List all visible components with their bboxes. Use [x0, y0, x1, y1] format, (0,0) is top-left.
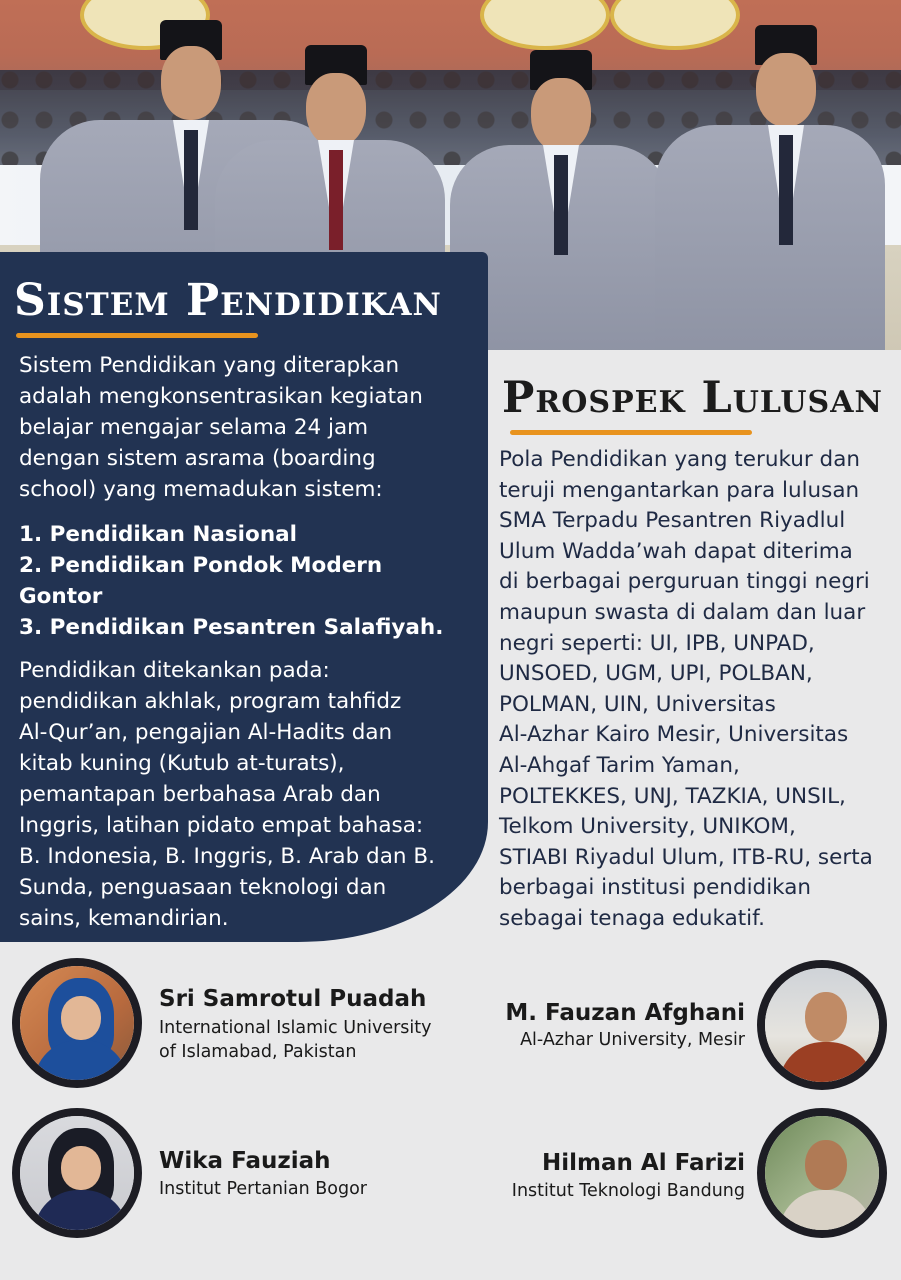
text-line: POLTEKKES, UNJ, TAZKIA, UNSIL, [499, 783, 846, 809]
list-item: 1. Pendidikan Nasional [19, 522, 297, 547]
text-line: pendidikan akhlak, program tahfidz [19, 689, 402, 714]
alumni-photo-avatar [12, 958, 142, 1088]
text-line: Sistem Pendidikan yang diterapkan [19, 353, 400, 378]
alumni-institution [440, 1179, 745, 1203]
sistem-title: Sistem Pendidikan [14, 275, 442, 326]
text-line: sebagai tenaga edukatif. [499, 905, 765, 931]
text-line: Inggris, latihan pidato empat bahasa: [19, 813, 424, 838]
text-line: Pendidikan ditekankan pada: [19, 658, 330, 683]
text-line: adalah mengkonsentrasikan kegiatan [19, 384, 423, 409]
text-line: di berbagai perguruan tinggi negri [499, 569, 870, 595]
list-item: 3. Pendidikan Pesantren Salafiyah. [19, 615, 444, 640]
text-line: Sunda, penguasaan teknologi dan [19, 875, 387, 900]
text-line: UNSOED, UGM, UPI, POLBAN, [499, 661, 813, 687]
text-line: maupun swasta di dalam dan luar [499, 599, 866, 625]
text-line: kitab kuning (Kutub at-turats), [19, 751, 345, 776]
alumni-name: Hilman Al Farizi [542, 1150, 745, 1176]
text-line: berbagai institusi pendidikan [499, 875, 812, 901]
text-line: belajar mengajar selama 24 jam [19, 415, 369, 440]
text-line: negri seperti: UI, IPB, UNPAD, [499, 630, 815, 656]
list-item: Gontor [19, 584, 103, 609]
alumni-institution [159, 1177, 367, 1201]
text-line: dengan sistem asrama (boarding [19, 446, 376, 471]
text-line: sains, kemandirian. [19, 906, 229, 931]
alumni-institution [159, 1016, 432, 1064]
prospek-text [499, 445, 894, 935]
text-line: POLMAN, UIN, Universitas [499, 691, 776, 717]
prospek-title-underline [510, 430, 752, 435]
text-line: Al-Azhar Kairo Mesir, Universitas [499, 722, 849, 748]
text-line: pemantapan berbahasa Arab dan [19, 782, 381, 807]
text-line: school) yang memadukan sistem: [19, 477, 383, 502]
alumni-photo-avatar [757, 1108, 887, 1238]
text-line: Al-Azhar University, Mesir [520, 1030, 745, 1050]
alumni-institution [440, 1028, 745, 1052]
sistem-emphasis [19, 655, 459, 934]
text-line: International Islamic University [159, 1018, 432, 1038]
prospek-title: Prospek Lulusan [502, 373, 883, 423]
alumni-name: M. Fauzan Afghani [505, 1000, 745, 1026]
text-line: B. Indonesia, B. Inggris, B. Arab dan B. [19, 844, 435, 869]
text-line: STIABI Riyadul Ulum, ITB-RU, serta [499, 844, 873, 870]
sistem-list [19, 519, 459, 643]
text-line: of Islamabad, Pakistan [159, 1042, 357, 1062]
text-line: Institut Teknologi Bandung [511, 1181, 745, 1201]
alumni-photo-avatar [12, 1108, 142, 1238]
alumni-photo-avatar [757, 960, 887, 1090]
text-line: Telkom University, UNIKOM, [499, 814, 796, 840]
sistem-title-underline [16, 333, 258, 338]
text-line: Al-Qur’an, pengajian Al-Hadits dan [19, 720, 393, 745]
sistem-intro [19, 350, 459, 505]
text-line: Pola Pendidikan yang terukur dan [499, 447, 861, 472]
alumni-name: Wika Fauziah [159, 1148, 331, 1174]
text-line: SMA Terpadu Pesantren Riyadlul [499, 508, 846, 534]
text-line: Ulum Wadda’wah dapat diterima [499, 538, 853, 564]
list-item: 2. Pendidikan Pondok Modern [19, 553, 383, 578]
alumni-name: Sri Samrotul Puadah [159, 986, 427, 1012]
text-line: Al-Ahgaf Tarim Yaman, [499, 752, 740, 778]
text-line: teruji mengantarkan para lulusan [499, 477, 860, 503]
text-line: Institut Pertanian Bogor [159, 1179, 368, 1199]
